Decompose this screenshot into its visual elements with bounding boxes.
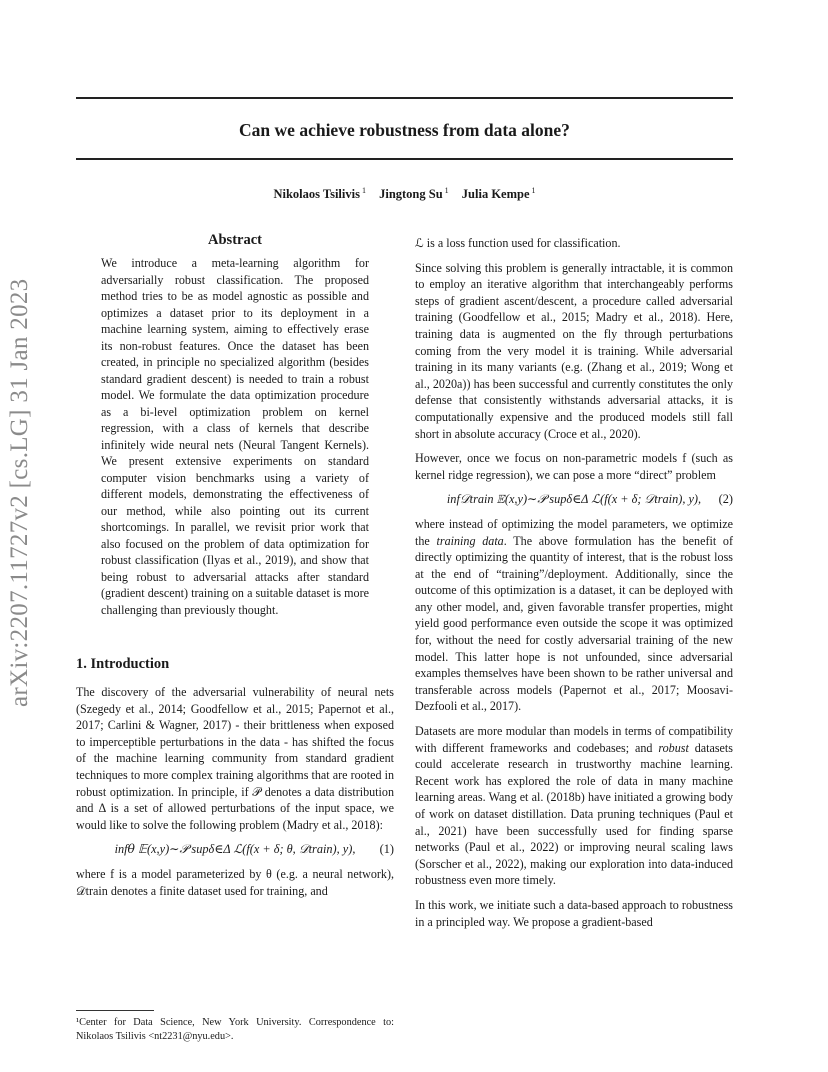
- footnote: ¹Center for Data Science, New York University. Correspondence to: Nikolaos Tsilivis <nt2231@nyu.edu>.: [76, 1017, 394, 1042]
- equation-number: (2): [718, 492, 733, 507]
- paper-title: Can we achieve robustness from data alone?: [239, 120, 570, 140]
- footnote-rule: [76, 1010, 154, 1011]
- equation-1: inf𝜃 𝔼(x,y)∼𝒫 supδ∈Δ ℒ(f(x + δ; θ, 𝒟train), y), (1): [114, 842, 394, 857]
- author: Nikolaos Tsilivis $^1$: [273, 186, 366, 202]
- equation-2: inf𝒟train 𝔼(x,y)∼𝒫 supδ∈Δ ℒ(f(x + δ; 𝒟train), y), (2): [446, 492, 733, 507]
- body-paragraph: ℒ is a loss function used for classification.: [415, 236, 621, 250]
- abstract-text: We introduce a meta-learning algorithm for adversarially robust classification. The proposed method tries to be as model agnostic as possible and optimizes a dataset prior to its deployment in a machine learning system, aiming to effectively erase its non-robust features. Once the dataset has been created, in principle no specialized algorithm (besides standard gradient descent) is needed to train a robust model. We formulate the data optimization procedure as a bi-level optimization problem on kernel regression, with a class of kernels that describe infinitely wide neural nets (Neural Tangent Kernels). We present extensive experiments on standard computer vision benchmarks using a variety of different models, demonstrating the effectiveness of our method, while also pointing out its current shortcomings. In parallel, we revisit prior work that also focused on the problem of data optimization for robust classification (Ilyas et al., 2019), and show that being robust to adversarial attacks after standard (gradient descent) training on a suitable dataset is more challenging than previously thought.: [101, 256, 369, 617]
- body-paragraph: Datasets are more modular than models in terms of compatibility with different frameworks and codebases; and robust datasets could accelerate research in trustworthy machine learning. Recent work has explored the role of data in many machine learning areas. Wang et al. (2018b) have initiated a growing body of work on dataset distillation. Data pruning techniques (Paul et al., 2021) have been successfully used for finding sparse networks (Paul et al., 2022) or improving neural scaling laws (Sorscher et al., 2022), making our exploration into data-induced robustness even more timely.: [415, 724, 733, 888]
- intro-paragraph: where f is a model parameterized by θ (e.g. a neural network), 𝒟train denotes a finite dataset used for training, and: [76, 866, 394, 898]
- author: Jingtong Su $^1$: [379, 186, 449, 202]
- author: Julia Kempe $^1$: [461, 186, 536, 202]
- intro-paragraph: The discovery of the adversarial vulnerability of neural nets (Szegedy et al., 2014; Goodfellow et al., 2015; Papernot et al., 2017; Carlini & Wagner, 2017) - their brittleness when exposed to imperceptible perturbations in the data - has shifted the focus of the machine learning community from standard gradient techniques to more complex training algorithms that are rooted in robust optimization. In principle, if 𝒫 denotes a data distribution and Δ is a set of allowed perturbations of the input space, we would like to solve the following problem (Madry et al., 2018):: [76, 685, 394, 832]
- top-rule: [76, 97, 733, 99]
- equation-number: (1): [379, 842, 394, 857]
- arxiv-stamp: arXiv:2207.11727v2 [cs.LG] 31 Jan 2023: [6, 278, 33, 707]
- right-column-body: [415, 235, 733, 938]
- abstract-heading: Abstract: [208, 232, 262, 248]
- body-paragraph: However, once we focus on non-parametric models f (such as kernel ridge regression), we can pose a more “direct” problem: [415, 451, 733, 482]
- section-heading-introduction: 1. Introduction: [76, 656, 170, 672]
- body-paragraph: Since solving this problem is generally intractable, it is common to employ an iterative algorithm that interchangeably performs steps of gradient ascent/descent, a procedure called adversarial training (Goodfellow et al., 2015; Madry et al., 2018). Here, training data is augmented on the fly through perturbations coming from the very model it is training. While adversarial training in its many variants (e.g. (Zhang et al., 2019; Wong et al., 2020a)) has been successful and currently constitutes the only defense that consistently withstands adversarial attacks, it is computationally expensive and the produced models still fall short in absolute accuracy (Croce et al., 2020).: [415, 260, 733, 441]
- body-paragraph: where instead of optimizing the model parameters, we optimize the training data. The above formulation has the benefit of directly optimizing the quantity of interest, that is the robust loss at the end of “training”/deployment. Additionally, since the outcome of this optimization is a dataset, it can be deployed with any other model, and, given favorable transfer properties, might yield good performance even outside the scope it was optimized for, without the need for costly adversarial training of the new model. This latter hope is not unfounded, since adversarial examples themselves have been shown to be rather universal and transferable across models (Papernot et al., 2017; Moosavi-Dezfooli et al., 2017).: [415, 516, 733, 714]
- body-paragraph: In this work, we initiate such a data-based approach to robustness in a principled way. We propose a gradient-based: [415, 897, 733, 929]
- title-bottom-rule: [76, 158, 733, 160]
- author-list: [76, 186, 733, 202]
- left-column-body: [76, 684, 394, 907]
